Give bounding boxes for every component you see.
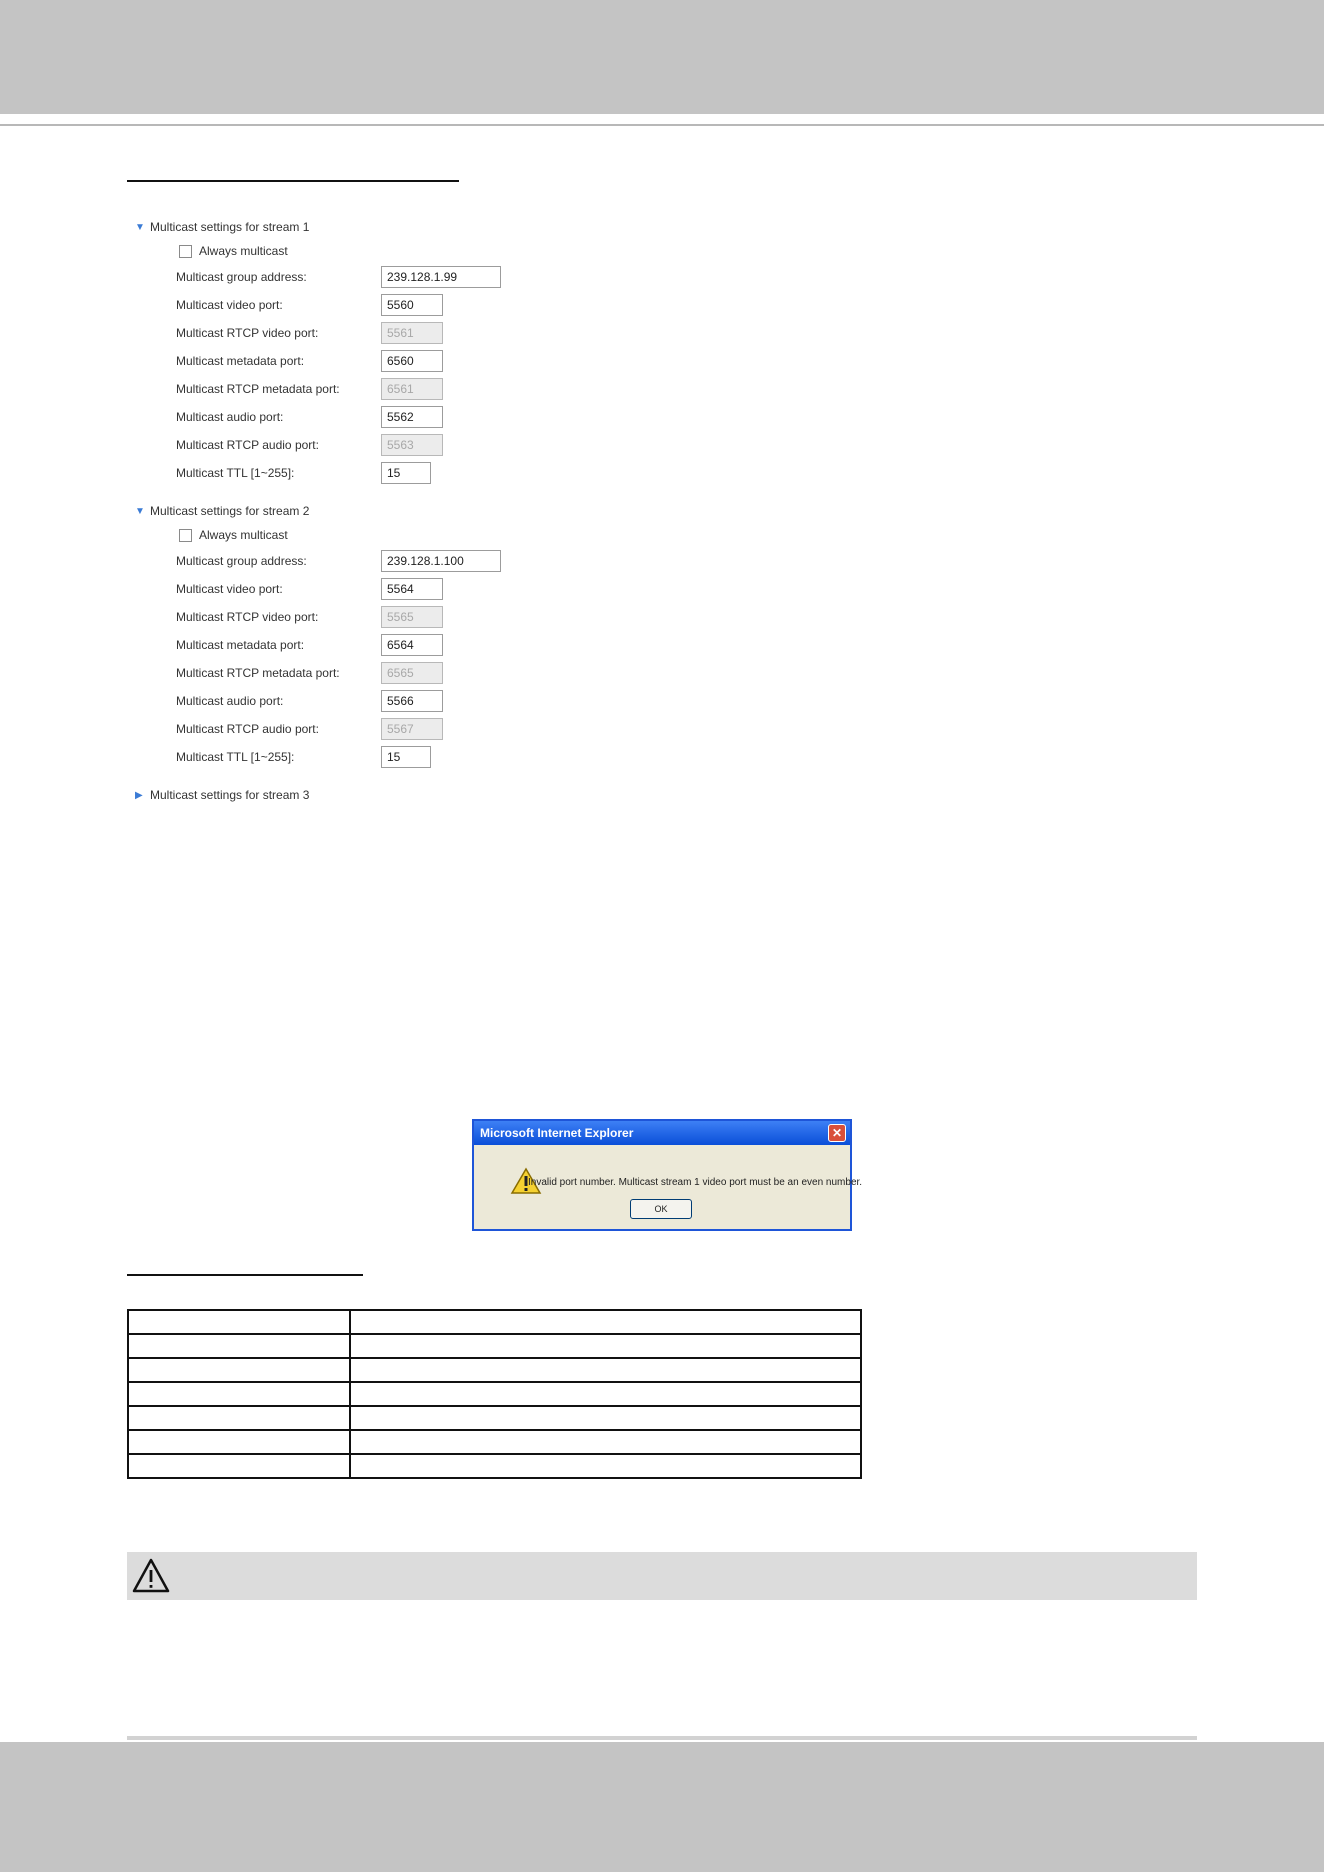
table-cell <box>128 1334 350 1358</box>
table-cell <box>350 1406 861 1430</box>
table-row <box>128 1358 861 1382</box>
stream2-rtcp-metadata-input: 6565 <box>381 662 443 684</box>
table-cell <box>128 1406 350 1430</box>
dialog-titlebar <box>474 1121 850 1145</box>
table-cell <box>350 1382 861 1406</box>
table-cell <box>128 1382 350 1406</box>
table-row <box>128 1334 861 1358</box>
stream1-audio-port-label: Multicast audio port: <box>176 410 284 424</box>
stream2-group-address-label: Multicast group address: <box>176 554 307 568</box>
stream1-always-multicast[interactable] <box>179 242 288 260</box>
stream2-always-multicast-checkbox[interactable] <box>179 529 192 542</box>
stream1-rtcp-audio-label: Multicast RTCP audio port: <box>176 438 319 452</box>
stream2-audio-port-input[interactable]: 5566 <box>381 690 443 712</box>
stream2-rtcp-metadata-label: Multicast RTCP metadata port: <box>176 666 340 680</box>
stream3-header-label: Multicast settings for stream 3 <box>150 788 310 802</box>
table-row <box>128 1406 861 1430</box>
table-cell <box>128 1358 350 1382</box>
stream1-video-port-label: Multicast video port: <box>176 298 283 312</box>
table-cell <box>128 1310 350 1334</box>
table-row <box>128 1310 861 1334</box>
dialog-title: Microsoft Internet Explorer <box>480 1126 634 1140</box>
stream2-ttl-input[interactable]: 15 <box>381 746 431 768</box>
stream1-always-multicast-label: Always multicast <box>199 244 288 258</box>
stream1-group-address-label: Multicast group address: <box>176 270 307 284</box>
page-footer-band <box>0 1742 1324 1872</box>
stream1-rtcp-video-input: 5561 <box>381 322 443 344</box>
stream1-header[interactable] <box>135 218 309 236</box>
stream1-header-label: Multicast settings for stream 1 <box>150 220 310 234</box>
stream1-group-address-input[interactable]: 239.128.1.99 <box>381 266 501 288</box>
stream2-always-multicast-label: Always multicast <box>199 528 288 542</box>
stream1-metadata-port-input[interactable]: 6560 <box>381 350 443 372</box>
stream1-rtcp-metadata-input: 6561 <box>381 378 443 400</box>
stream2-rtcp-video-label: Multicast RTCP video port: <box>176 610 319 624</box>
stream1-rtcp-metadata-label: Multicast RTCP metadata port: <box>176 382 340 396</box>
stream2-ttl-label: Multicast TTL [1~255]: <box>176 750 295 764</box>
table-cell <box>350 1430 861 1454</box>
stream2-rtcp-video-input: 5565 <box>381 606 443 628</box>
page-header-band <box>0 0 1324 114</box>
table-row <box>128 1454 861 1478</box>
stream1-audio-port-input[interactable]: 5562 <box>381 406 443 428</box>
close-icon[interactable]: ✕ <box>828 1124 846 1142</box>
expand-down-icon[interactable]: ▼ <box>135 505 145 517</box>
table-cell <box>128 1454 350 1478</box>
stream3-header[interactable] <box>135 786 309 804</box>
error-dialog <box>472 1119 863 1231</box>
table-cell <box>128 1430 350 1454</box>
stream1-always-multicast-checkbox[interactable] <box>179 245 192 258</box>
stream1-rtcp-video-label: Multicast RTCP video port: <box>176 326 319 340</box>
stream1-ttl-label: Multicast TTL [1~255]: <box>176 466 295 480</box>
collapsed-right-icon[interactable]: ▶ <box>135 789 143 801</box>
stream2-rtcp-audio-input: 5567 <box>381 718 443 740</box>
table-cell <box>350 1358 861 1382</box>
stream1-ttl-input[interactable]: 15 <box>381 462 431 484</box>
table-cell <box>350 1454 861 1478</box>
stream2-header[interactable] <box>135 502 309 520</box>
table-cell <box>350 1334 861 1358</box>
stream2-metadata-port-input[interactable]: 6564 <box>381 634 443 656</box>
info-table <box>127 1309 862 1479</box>
stream1-video-port-input[interactable]: 5560 <box>381 294 443 316</box>
caution-triangle-icon <box>131 1556 171 1596</box>
ok-button[interactable]: OK <box>630 1199 692 1219</box>
table-row <box>128 1382 861 1406</box>
section-heading-underline <box>127 1274 363 1276</box>
stream2-video-port-label: Multicast video port: <box>176 582 283 596</box>
stream2-video-port-input[interactable]: 5564 <box>381 578 443 600</box>
stream1-rtcp-audio-input: 5563 <box>381 434 443 456</box>
caution-note-bar <box>127 1552 1197 1600</box>
table-row <box>128 1430 861 1454</box>
stream2-header-label: Multicast settings for stream 2 <box>150 504 310 518</box>
expand-down-icon[interactable]: ▼ <box>135 221 145 233</box>
stream2-rtcp-audio-label: Multicast RTCP audio port: <box>176 722 319 736</box>
section-heading-underline <box>127 180 459 182</box>
stream2-metadata-port-label: Multicast metadata port: <box>176 638 305 652</box>
stream2-always-multicast[interactable] <box>179 526 288 544</box>
stream1-metadata-port-label: Multicast metadata port: <box>176 354 305 368</box>
footer-rule <box>127 1736 1197 1740</box>
header-rule <box>0 124 1324 126</box>
dialog-message: Invalid port number. Multicast stream 1 video port must be an even number. <box>528 1177 863 1188</box>
stream2-audio-port-label: Multicast audio port: <box>176 694 284 708</box>
multicast-settings-panel <box>127 218 647 818</box>
table-cell <box>350 1310 861 1334</box>
stream2-group-address-input[interactable]: 239.128.1.100 <box>381 550 501 572</box>
